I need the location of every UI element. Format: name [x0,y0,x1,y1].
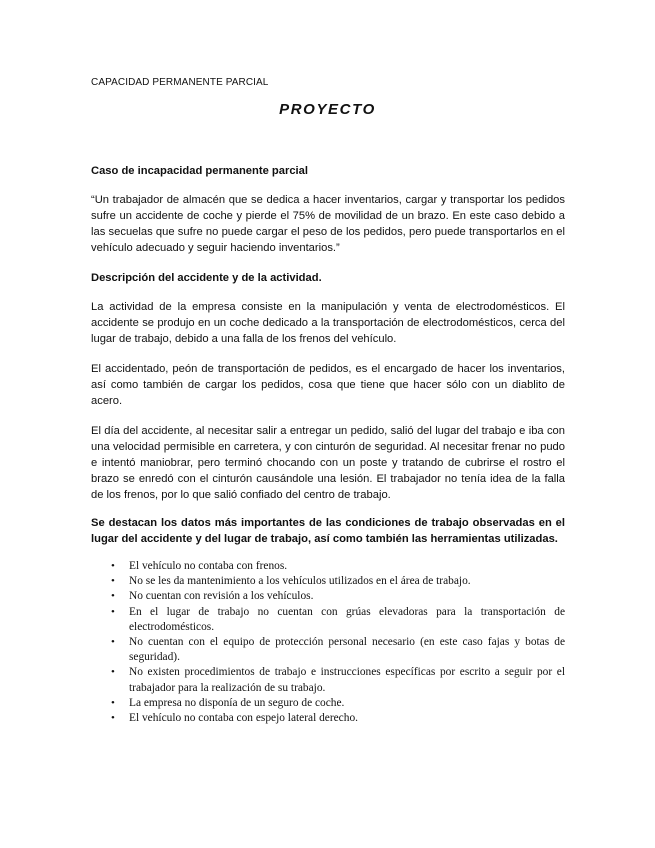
conditions-heading: Se destacan los datos más importantes de las condiciones de trabajo observadas en el lugar del accidente y del lugar de trabajo, así como también las herramientas utilizadas. [91,517,565,545]
description-paragraph: El accidentado, peón de transportación de pedidos, es el encargado de hacer los inventarios, así como también de cargar los pedidos, cosa que tiene que hacer sólo con un diablito de acero. [91,363,565,407]
list-item-text: La empresa no disponía de un seguro de coche. [129,696,345,709]
bullet-icon: • [111,560,115,572]
list-item [91,559,565,574]
case-quote: “Un trabajador de almacén que se dedica a hacer inventarios, cargar y transportar los pedidos sufre un accidente de coche y pierde el 75% de movilidad de un brazo. En este caso debido a las secuelas que sufre no puede cargar el peso de los pedidos, pero puede transportarlos en el vehículo adecuado y seguir haciendo inventarios.” [91,194,565,254]
description-paragraph: El día del accidente, al necesitar salir a entregar un pedido, salió del lugar del trabajo e iba con una velocidad permisible en carretera, y con cinturón de seguridad. Al necesitar frenar no pudo e intentó maniobrar, pero terminó chocando con un poste y tratando de cubrirse el rostro el brazo se enredó con el cinturón causándole una lesión. El trabajador no tenía idea de la falla de los frenos, por lo que salió confiado del centro de trabajo. [91,425,565,501]
document-header-label: CAPACIDAD PERMANENTE PARCIAL [91,77,269,88]
list-item [91,711,565,726]
bullet-icon: • [111,605,115,618]
list-item [91,589,565,604]
list-item-text: En el lugar de trabajo no cuentan con grúas elevadoras para la transportación de electrodomésticos. [129,605,565,633]
list-item-text: No cuentan con revisión a los vehículos. [129,590,314,603]
list-item [91,665,565,695]
description-paragraph: La actividad de la empresa consiste en la manipulación y venta de electrodomésticos. El accidente se produjo en un coche dedicado a la transportación de electrodomésticos, cerca del lugar de trabajo, debido a una falla de los frenos del vehículo. [91,301,565,345]
bullet-icon: • [111,712,115,725]
bullet-icon: • [111,696,115,709]
bullet-icon: • [111,590,115,603]
list-item-text: No existen procedimientos de trabajo e instrucciones específicas por escrito a seguir por el trabajador para la realización de su trabajo. [129,666,565,694]
bullet-icon: • [111,636,115,649]
list-item-text: No se les da mantenimiento a los vehículos utilizados en el área de trabajo. [129,575,471,588]
list-item [91,605,565,635]
list-item-text: El vehículo no contaba con espejo lateral derecho. [129,712,358,725]
document-body [91,163,565,726]
conditions-list [91,559,565,726]
bullet-icon: • [111,575,115,588]
list-item-text: No cuentan con el equipo de protección personal necesario (en este caso fajas y botas de seguridad). [129,636,565,664]
list-item [91,696,565,711]
bullet-icon: • [111,666,115,679]
description-heading: Descripción del accidente y de la actividad. [91,272,322,284]
list-item [91,635,565,665]
case-heading: Caso de incapacidad permanente parcial [91,165,308,177]
list-item-text: El vehículo no contaba con frenos. [129,560,288,572]
project-title: PROYECTO [279,101,376,118]
list-item [91,574,565,589]
